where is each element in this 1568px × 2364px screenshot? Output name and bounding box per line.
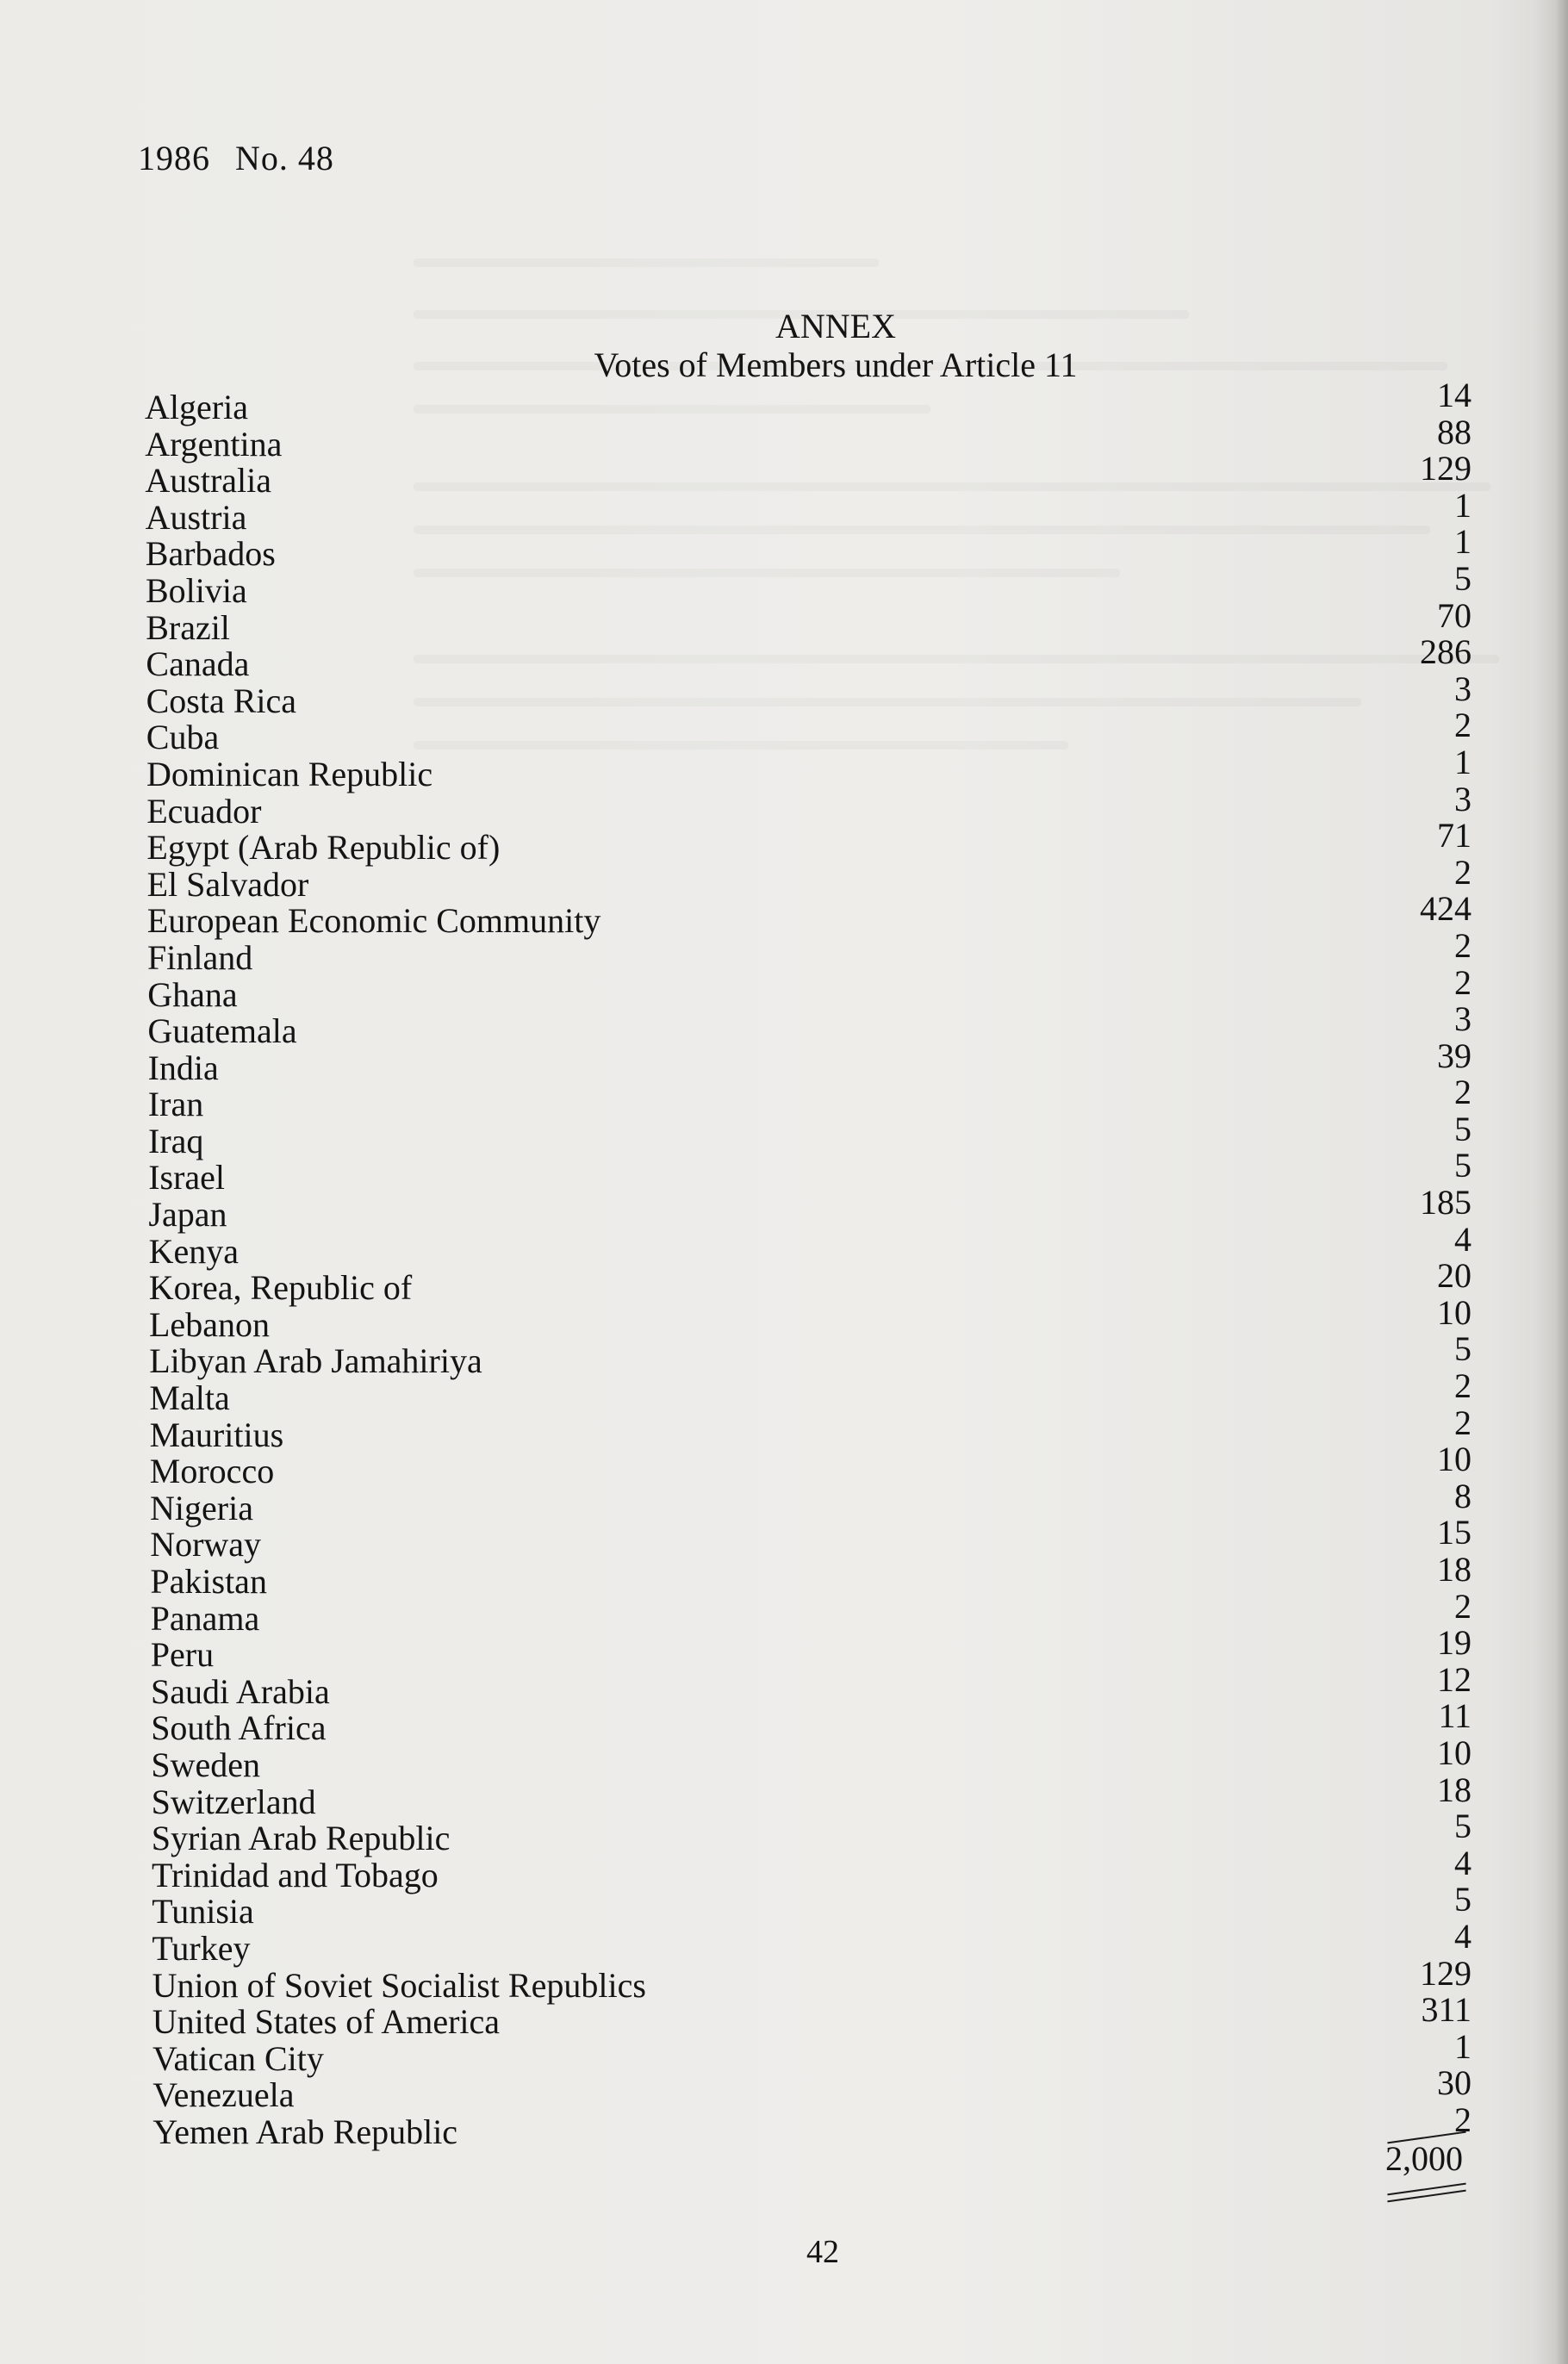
member-name: Dominican Republic <box>146 754 433 793</box>
member-name: United States of America <box>152 2002 501 2042</box>
member-votes: 4 <box>1454 1843 1472 1882</box>
member-votes: 286 <box>1420 632 1472 672</box>
page-edge-shadow <box>1535 0 1568 2364</box>
member-votes: 88 <box>1437 412 1472 451</box>
member-name: Sweden <box>151 1745 261 1784</box>
header-year: 1986 <box>138 139 210 177</box>
member-row <box>149 1403 1472 1454</box>
member-row <box>147 1073 1472 1124</box>
member-row <box>146 706 1472 757</box>
member-votes: 10 <box>1437 1292 1472 1332</box>
member-votes: 39 <box>1437 1036 1472 1075</box>
member-name: Cuba <box>146 718 220 757</box>
member-row <box>147 999 1472 1051</box>
member-name: Mauritius <box>149 1415 284 1454</box>
member-votes: 4 <box>1454 1219 1472 1259</box>
member-name: Ecuador <box>146 791 262 831</box>
member-row <box>146 632 1472 684</box>
member-name: Brazil <box>146 607 230 647</box>
member-name: Malta <box>149 1378 230 1418</box>
member-row <box>147 962 1472 1014</box>
member-votes: 2 <box>1454 706 1472 745</box>
member-name: Lebanon <box>149 1304 270 1344</box>
member-votes: 71 <box>1437 816 1472 855</box>
member-name: Turkey <box>152 1928 251 1968</box>
member-name: Canada <box>146 644 250 684</box>
member-votes: 19 <box>1437 1623 1472 1663</box>
member-row <box>150 1623 1472 1675</box>
member-row <box>148 1219 1472 1271</box>
member-votes: 2 <box>1454 1586 1472 1626</box>
member-votes: 10 <box>1437 1733 1472 1772</box>
member-row <box>151 1733 1472 1784</box>
member-votes: 5 <box>1454 1880 1472 1919</box>
member-row <box>146 669 1472 720</box>
member-name: Norway <box>150 1525 262 1565</box>
member-name: Panama <box>150 1598 260 1638</box>
page-number: 42 <box>806 2234 839 2270</box>
member-votes: 5 <box>1454 1146 1472 1185</box>
member-name: Nigeria <box>150 1488 253 1527</box>
page-header <box>138 138 334 178</box>
member-row <box>149 1366 1472 1418</box>
member-name: Syrian Arab Republic <box>151 1819 451 1858</box>
member-name: El Salvador <box>146 864 309 904</box>
member-name: Japan <box>148 1195 227 1235</box>
member-row <box>149 1440 1472 1491</box>
member-row <box>148 1256 1472 1308</box>
member-row <box>151 1659 1472 1711</box>
member-name: Libyan Arab Jamahiriya <box>149 1341 482 1381</box>
member-row <box>146 852 1472 904</box>
member-name: Ghana <box>147 974 238 1014</box>
member-name: Union of Soviet Socialist Republics <box>152 1965 646 2005</box>
member-row <box>146 779 1472 831</box>
member-name: Trinidad and Tobago <box>152 1855 439 1894</box>
member-row <box>148 1109 1472 1160</box>
member-votes: 30 <box>1437 2063 1472 2103</box>
member-row <box>151 1696 1472 1748</box>
member-votes: 8 <box>1454 1476 1472 1515</box>
member-row <box>151 1770 1472 1821</box>
member-name: Costa Rica <box>146 681 297 720</box>
total-double-rule-1 <box>1387 2183 1465 2196</box>
member-name: India <box>147 1048 219 1087</box>
member-votes: 5 <box>1454 1329 1472 1369</box>
member-votes: 129 <box>1420 1953 1472 1993</box>
member-votes: 1 <box>1454 522 1472 562</box>
member-row <box>147 925 1472 977</box>
member-name: Barbados <box>145 534 276 574</box>
member-votes: 3 <box>1454 779 1472 818</box>
member-votes: 2 <box>1454 925 1472 965</box>
member-votes: 424 <box>1420 889 1472 929</box>
member-votes: 1 <box>1454 742 1472 781</box>
member-row <box>152 1990 1472 2042</box>
member-row <box>152 1953 1472 2005</box>
member-name: Kenya <box>148 1231 239 1271</box>
member-votes: 18 <box>1437 1550 1472 1589</box>
member-row <box>145 412 1472 463</box>
member-votes: 10 <box>1437 1440 1472 1479</box>
member-votes: 14 <box>1437 376 1472 414</box>
member-name: Austria <box>145 497 247 537</box>
member-votes: 3 <box>1454 999 1472 1039</box>
member-votes: 2 <box>1454 1073 1472 1112</box>
votes-total: 2,000 <box>1385 2139 1463 2178</box>
member-row <box>150 1476 1472 1527</box>
member-name: Iraq <box>148 1121 204 1160</box>
member-votes: 1 <box>1454 2026 1472 2066</box>
member-name: European Economic Community <box>146 901 601 941</box>
member-votes: 4 <box>1454 1916 1472 1956</box>
member-name: Finland <box>147 937 253 977</box>
member-name: Vatican City <box>152 2038 324 2078</box>
member-votes: 5 <box>1454 558 1472 598</box>
member-votes: 2 <box>1454 962 1472 1002</box>
member-votes: 311 <box>1421 1990 1472 2030</box>
member-name: Pakistan <box>150 1562 267 1601</box>
member-row <box>146 558 1472 610</box>
member-votes: 2 <box>1454 1366 1472 1406</box>
member-row <box>152 1843 1472 1894</box>
member-name: Yemen Arab Republic <box>152 2112 458 2151</box>
member-row <box>152 1880 1472 1932</box>
member-row <box>145 485 1472 537</box>
member-name: Tunisia <box>152 1892 254 1932</box>
member-name: Iran <box>147 1085 204 1124</box>
member-row <box>149 1292 1472 1344</box>
member-name: Venezuela <box>152 2075 295 2115</box>
member-row <box>150 1513 1472 1565</box>
member-votes: 70 <box>1437 595 1472 635</box>
members-votes-list <box>145 376 1472 2151</box>
member-row <box>147 1036 1472 1087</box>
member-row <box>145 522 1472 574</box>
member-row <box>150 1586 1472 1638</box>
member-name: Egypt (Arab Republic of) <box>146 828 501 868</box>
member-row <box>148 1146 1472 1198</box>
member-votes: 2 <box>1454 2100 1472 2139</box>
member-votes: 12 <box>1437 1659 1472 1699</box>
member-name: Argentina <box>145 424 283 463</box>
member-votes: 11 <box>1438 1696 1472 1736</box>
member-votes: 18 <box>1437 1770 1472 1809</box>
member-votes: 2 <box>1454 1403 1472 1442</box>
member-name: Korea, Republic of <box>148 1268 413 1308</box>
member-row <box>149 1329 1472 1381</box>
member-votes: 129 <box>1420 449 1472 488</box>
member-votes: 1 <box>1454 485 1472 525</box>
member-votes: 185 <box>1420 1183 1472 1222</box>
member-name: Bolivia <box>146 570 247 610</box>
member-name: Morocco <box>149 1452 275 1491</box>
member-name: Peru <box>150 1635 215 1675</box>
member-row <box>146 889 1472 941</box>
member-row <box>151 1807 1472 1858</box>
member-row <box>145 376 1472 426</box>
member-row <box>146 816 1472 868</box>
member-votes: 15 <box>1437 1513 1472 1552</box>
member-row <box>152 2063 1472 2115</box>
member-row <box>152 2026 1472 2078</box>
member-name: Switzerland <box>151 1782 316 1821</box>
member-name: Saudi Arabia <box>151 1671 330 1711</box>
member-row <box>148 1183 1472 1235</box>
member-votes: 5 <box>1454 1807 1472 1846</box>
member-name: Israel <box>148 1158 226 1198</box>
member-name: Guatemala <box>147 1011 297 1051</box>
member-name: Australia <box>145 461 272 501</box>
member-votes: 5 <box>1454 1109 1472 1148</box>
member-row <box>145 449 1472 501</box>
member-row <box>146 595 1472 647</box>
member-name: South Africa <box>151 1708 327 1748</box>
member-votes: 3 <box>1454 669 1472 708</box>
member-row <box>152 1916 1472 1968</box>
member-votes: 2 <box>1454 852 1472 892</box>
member-row <box>146 742 1472 793</box>
header-number: No. 48 <box>235 139 334 177</box>
annex-subtitle: Votes of Members under Article 11 <box>594 345 1078 384</box>
annex-title: ANNEX <box>775 307 896 345</box>
member-row <box>150 1550 1472 1601</box>
member-row <box>152 2100 1472 2151</box>
member-votes: 20 <box>1437 1256 1472 1296</box>
member-name: Algeria <box>145 388 248 426</box>
